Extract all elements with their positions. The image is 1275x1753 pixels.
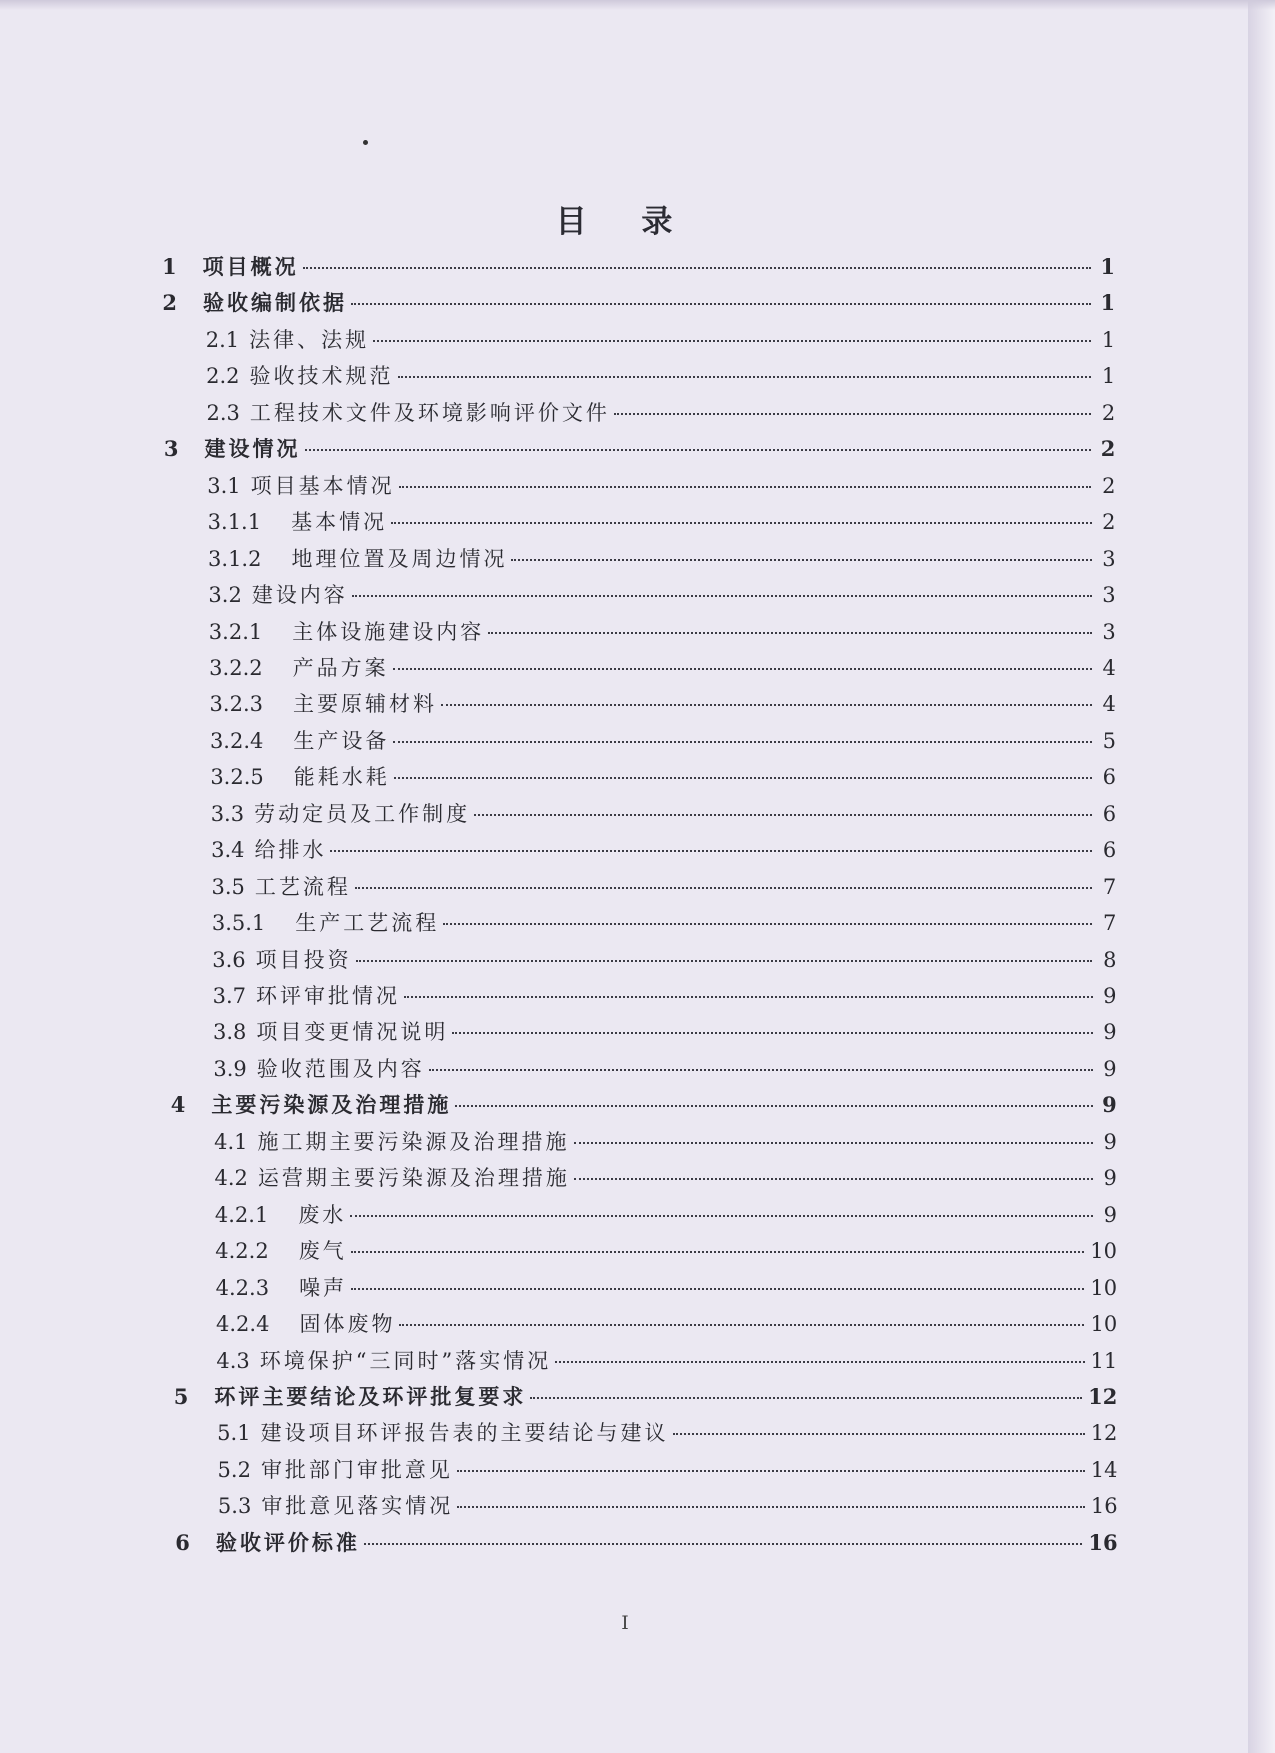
toc-entry-number: 3.2.3	[209, 692, 263, 717]
toc-entry-title: 主要原辅材料	[292, 692, 437, 717]
toc-entry-title: 地理位置及周边情况	[291, 546, 508, 571]
toc-entry-page: 1	[1100, 254, 1115, 279]
toc-entry[interactable]	[208, 507, 1116, 537]
toc-entry-number: 5.1	[217, 1421, 251, 1446]
toc-entry[interactable]	[206, 361, 1115, 391]
toc-entry-page: 9	[1103, 1020, 1117, 1045]
toc-entry-title: 固体废物	[299, 1312, 396, 1337]
toc-leader-dots	[457, 1470, 1085, 1472]
toc-leader-dots	[574, 1178, 1093, 1180]
toc-entry-number: 4	[170, 1092, 186, 1118]
toc-entry-number: 3.8	[212, 1020, 247, 1045]
toc-leader-dots	[364, 1543, 1083, 1545]
toc-entry[interactable]	[213, 1054, 1116, 1084]
toc-entry-title: 工程技术文件及环境影响评价文件	[249, 400, 610, 425]
toc-leader-dots	[351, 1288, 1084, 1290]
toc-entry[interactable]	[207, 471, 1115, 501]
toc-leader-dots	[673, 1433, 1085, 1435]
toc-entry-number: 2.3	[206, 400, 240, 425]
toc-entry-number: 3.1	[207, 473, 241, 498]
toc-entry-number: 3.2.1	[208, 619, 263, 644]
toc-entry-title: 环境保护“三同时”落实情况	[259, 1348, 552, 1373]
toc-entry-title: 项目投资	[255, 947, 352, 972]
toc-leader-dots	[441, 704, 1092, 706]
toc-entry-number: 3	[163, 436, 179, 462]
toc-entry-title: 施工期主要污染源及治理措施	[257, 1129, 570, 1154]
toc-entry-page: 9	[1103, 1056, 1117, 1081]
toc-entry-title: 验收评价标准	[215, 1529, 360, 1555]
toc-entry-page: 16	[1090, 1494, 1118, 1519]
toc-entry-number: 4.2.4	[216, 1312, 270, 1337]
toc-entry-page: 5	[1102, 728, 1116, 753]
toc-entry-page: 4	[1102, 692, 1116, 717]
toc-entry[interactable]	[214, 1127, 1117, 1157]
toc-entry[interactable]	[207, 398, 1116, 428]
toc-leader-dots	[452, 1032, 1092, 1034]
toc-entry-page: 10	[1090, 1275, 1118, 1300]
toc-entry-number: 4.2.3	[215, 1275, 270, 1300]
toc-entry-number: 3.2.5	[210, 765, 264, 790]
toc-entry-number: 3.1.1	[207, 510, 262, 535]
toc-leader-dots	[404, 996, 1093, 998]
toc-entry-number: 3.5.1	[211, 911, 266, 936]
toc-entry-title: 审批意见落实情况	[261, 1494, 454, 1519]
toc-entry-title: 给排水	[254, 838, 327, 863]
toc-entry-number: 3.9	[213, 1056, 247, 1081]
toc-entry[interactable]	[213, 981, 1117, 1011]
toc-leader-dots	[393, 668, 1092, 670]
page-number: I	[621, 1612, 629, 1634]
scan-edge-shadow	[1248, 0, 1275, 1753]
toc-entry[interactable]	[208, 544, 1116, 574]
toc-leader-dots	[429, 1069, 1093, 1071]
toc-entry[interactable]	[215, 1163, 1117, 1193]
toc-leader-dots	[351, 303, 1091, 305]
toc-entry-title: 工艺流程	[254, 874, 351, 899]
toc-entry-page: 4	[1102, 655, 1116, 680]
toc-entry[interactable]	[216, 1309, 1117, 1339]
toc-entry-title: 噪声	[299, 1275, 348, 1300]
toc-entry[interactable]	[212, 945, 1116, 975]
toc-entry-number: 4.2	[214, 1166, 248, 1191]
toc-leader-dots	[530, 1397, 1082, 1399]
toc-entry-title: 废水	[298, 1202, 347, 1227]
toc-entry-title: 环评主要结论及环评批复要求	[214, 1383, 527, 1409]
toc-leader-dots	[511, 559, 1091, 561]
toc-entry[interactable]	[217, 1418, 1117, 1448]
toc-entry[interactable]	[210, 726, 1116, 756]
toc-entry-page: 11	[1090, 1348, 1118, 1373]
toc-entry-page: 9	[1103, 1166, 1117, 1191]
toc-entry[interactable]	[175, 1528, 1117, 1558]
toc-entry-title: 废气	[298, 1239, 347, 1264]
toc-leader-dots	[443, 923, 1092, 925]
toc-entry-title: 产品方案	[292, 655, 389, 680]
toc-entry-page: 9	[1102, 1092, 1117, 1118]
toc-leader-dots	[399, 486, 1092, 488]
toc-leader-dots	[356, 960, 1093, 962]
toc-entry-title: 主体设施建设内容	[292, 619, 485, 644]
toc-entry-number: 2	[162, 290, 177, 316]
toc-entry[interactable]	[208, 580, 1115, 610]
toc-entry-page: 6	[1102, 765, 1117, 790]
toc-entry-page: 9	[1103, 984, 1117, 1008]
toc-entry-page: 16	[1088, 1529, 1118, 1555]
toc-entry-page: 3	[1102, 583, 1116, 608]
toc-leader-dots	[350, 1215, 1093, 1217]
toc-entry[interactable]	[174, 1382, 1118, 1412]
toc-entry-page: 12	[1088, 1383, 1118, 1409]
toc-entry-number: 3.2.2	[209, 655, 263, 680]
toc-entry-number: 3.5	[211, 874, 245, 899]
toc-entry[interactable]	[162, 252, 1115, 282]
toc-entry[interactable]	[162, 288, 1115, 318]
toc-leader-dots	[398, 376, 1092, 378]
toc-entry-number: 2.1	[205, 327, 240, 352]
toc-entry-number: 5.2	[217, 1457, 251, 1482]
toc-entry-number: 3.4	[211, 838, 245, 863]
toc-leader-dots	[352, 595, 1092, 597]
toc-entry-page: 2	[1102, 473, 1116, 498]
toc-entry-number: 3.2.4	[209, 728, 264, 753]
toc-entry-page: 8	[1103, 947, 1117, 972]
toc-entry-title: 法律、法规	[249, 327, 370, 352]
toc-entry-title: 项目基本情况	[250, 473, 395, 498]
toc-entry-page: 2	[1101, 400, 1116, 425]
toc-entry[interactable]	[211, 799, 1116, 829]
toc-entry[interactable]	[206, 325, 1115, 355]
toc-entry-number: 4.3	[216, 1348, 250, 1373]
toc-entry-title: 生产工艺流程	[295, 911, 440, 936]
toc-entry-title: 建设情况	[204, 436, 301, 462]
toc-leader-dots	[391, 522, 1091, 524]
toc-entry-title: 运营期主要污染源及治理措施	[257, 1166, 570, 1191]
toc-entry-title: 项目变更情况说明	[256, 1020, 449, 1045]
toc-entry-number: 4.2.1	[214, 1202, 269, 1227]
toc-entry-number: 3.3	[210, 801, 245, 826]
toc-entry-number: 5	[173, 1383, 189, 1409]
toc-entry[interactable]	[215, 1236, 1117, 1266]
toc-entry[interactable]	[210, 762, 1116, 792]
toc-entry-page: 12	[1090, 1421, 1118, 1446]
toc-entry[interactable]	[218, 1491, 1118, 1521]
toc-entry-title: 建设项目环评报告表的主要结论与建议	[260, 1421, 669, 1446]
toc-leader-dots	[303, 267, 1091, 269]
toc-entry[interactable]	[211, 835, 1116, 865]
toc-entry-page: 1	[1100, 290, 1116, 316]
toc-entry-page: 9	[1103, 1202, 1117, 1227]
toc-leader-dots	[399, 1324, 1084, 1326]
toc-leader-dots	[574, 1142, 1093, 1144]
toc-entry-number: 3.1.2	[208, 546, 262, 571]
toc-entry-title: 能耗水耗	[293, 765, 390, 790]
toc-entry-page: 7	[1102, 911, 1117, 936]
toc-leader-dots	[457, 1506, 1085, 1508]
toc-entry-page: 3	[1102, 619, 1116, 644]
toc-entry-page: 1	[1101, 364, 1116, 389]
toc-entry[interactable]	[209, 617, 1116, 647]
toc-leader-dots	[393, 741, 1092, 743]
toc-leader-dots	[488, 632, 1092, 634]
toc-entry-number: 6	[175, 1529, 190, 1555]
toc-leader-dots	[373, 340, 1091, 342]
toc-entry-page: 14	[1090, 1457, 1118, 1482]
toc-leader-dots	[394, 777, 1092, 779]
toc-entry-title: 验收技术规范	[249, 364, 394, 389]
toc-leader-dots	[474, 814, 1092, 816]
toc-entry[interactable]	[209, 653, 1116, 683]
toc-entry-title: 主要污染源及治理措施	[211, 1092, 452, 1118]
toc-entry-number: 4.1	[214, 1129, 248, 1154]
toc-entry-title: 基本情况	[291, 510, 388, 535]
toc-entry-number: 3.7	[212, 984, 246, 1008]
toc-entry[interactable]	[210, 689, 1116, 719]
toc-leader-dots	[614, 413, 1091, 415]
toc-title: 目 录	[555, 204, 695, 240]
toc-entry-title: 劳动定员及工作制度	[254, 801, 471, 826]
toc-entry-number: 3.2	[208, 583, 242, 608]
toc-entry-page: 2	[1100, 436, 1116, 462]
toc-entry-page: 7	[1102, 874, 1117, 899]
toc-entry-title: 验收范围及内容	[256, 1056, 425, 1081]
toc-entry-title: 项目概况	[202, 254, 299, 279]
toc-entry-page: 6	[1102, 801, 1117, 826]
toc-entry-page: 10	[1090, 1312, 1118, 1337]
toc-entry-number: 5.3	[217, 1494, 252, 1519]
toc-leader-dots	[330, 850, 1092, 852]
toc-entry[interactable]	[212, 908, 1117, 938]
toc-entry-page: 1	[1101, 327, 1116, 352]
toc-entry-page: 10	[1090, 1239, 1118, 1264]
toc-entry-page: 2	[1102, 510, 1116, 535]
toc-entry-number: 4.2.2	[215, 1239, 269, 1264]
toc-entry-title: 审批部门审批意见	[260, 1457, 453, 1482]
toc-leader-dots	[455, 1105, 1092, 1107]
toc-entry-page: 6	[1102, 838, 1117, 863]
toc-entry[interactable]	[211, 872, 1116, 902]
toc-entry[interactable]	[164, 434, 1115, 464]
toc-entry-title: 生产设备	[293, 728, 390, 753]
toc-entry[interactable]	[218, 1455, 1118, 1485]
scan-speck	[363, 140, 368, 145]
toc-entry-title: 验收编制依据	[203, 290, 347, 316]
toc-entry-page: 9	[1103, 1129, 1117, 1154]
toc-entry-number: 3.6	[212, 947, 246, 972]
toc-leader-dots	[351, 1251, 1085, 1253]
toc-entry[interactable]	[213, 1017, 1117, 1047]
toc-entry-number: 1	[162, 254, 177, 279]
toc-leader-dots	[355, 887, 1092, 889]
toc-entry[interactable]	[216, 1346, 1117, 1376]
toc-entry-title: 建设内容	[251, 583, 348, 608]
toc-entry[interactable]	[215, 1200, 1117, 1230]
toc-entry[interactable]	[216, 1273, 1117, 1303]
toc-entry-page: 3	[1102, 546, 1116, 571]
toc-leader-dots	[555, 1361, 1084, 1363]
toc-entry-number: 2.2	[206, 364, 240, 389]
toc-leader-dots	[305, 449, 1092, 451]
scan-top-shadow	[0, 0, 1275, 10]
toc-entry[interactable]	[171, 1090, 1117, 1120]
toc-entry-title: 环评审批情况	[256, 984, 400, 1008]
